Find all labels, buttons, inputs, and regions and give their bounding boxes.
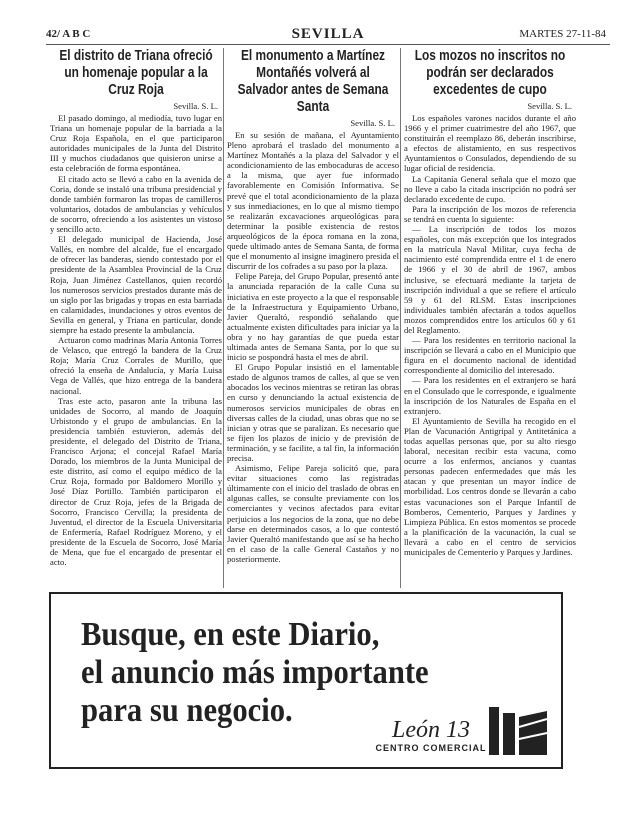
article-body — [50, 113, 222, 567]
paragraph: Actuaron como madrinas María Antonia Torres de Velasco, que entregó la bandera de la Cruz Roja; María Cruz Corrales de Murillo, que ofreció la enseña de Andalucía, y María Luisa Vega de Vallés, que hizo entrega de la bandera nacional. — [50, 335, 222, 396]
paragraph: Asimismo, Felipe Pareja solicitó que, para evitar situaciones como las registradas últimamente con el inicio del traslado de obras en algunas calles, se consulte previamente con los comerciantes y vecinos afectados para evitar perjuicios a los negocios de la zona, que no debe darse en determinados casos, a lo que contestó Javier Queraltó manifestando que así se ha hecho en el caso de la calle General Castaños y no posteriormente. — [227, 463, 399, 564]
advertiser-logo — [371, 717, 491, 753]
paragraph: El Ayuntamiento de Sevilla ha recogido en el Plan de Vacunación Antigripal y Antitetánica a todas aquellas personas que, por su alto riesgo laboral, necesitan recibir esta vacuna, como ocurre a los enfermos, ancianos y cuantas personas padecen enfermedades que más les atacan y que presentan un mayor índice de morbilidad. Los centros donde se llevarán a cabo estas vacunaciones son el Parque Infantil de Bomberos, Cementerio, Parques y Jardines y Limpieza Pública. En estos momentos se procede a la planificación de la vacunación, la cual se llevará a cabo en el centro de servicios municipales de Cementerio y Parques y Jardines. — [404, 415, 576, 558]
article-mozos — [404, 48, 576, 586]
article-monumento — [227, 48, 399, 586]
byline: Sevilla. S. L. — [527, 101, 572, 111]
article-body — [404, 113, 576, 557]
paragraph: — La inscripción de todos los mozos españoles, con más excepción que los integrados en la matrícula Naval Militar, cuya fecha de nacimiento esté comprendida entre el 1 de enero de 1966 y el 30 de abril de 1967, ambos inclusive, se efectuará mediante la tarjeta de inscripción individual a que se refiere el artículo 59 y 61 del RLSM. Estas inscripciones individuales también afectarán a todos aquellos mozos comprendidos entre los artículos 60 y 61 del Reglamento. — [404, 224, 576, 335]
column-divider — [223, 48, 224, 588]
advertisement — [49, 592, 563, 769]
paragraph: El pasado domingo, al mediodía, tuvo lugar en Triana un homenaje popular de la barriada a la Cruz Roja Española, en el que participaron autoridades municipales de la Junta del Distrito III y muchos ciudadanos que quisieron unirse a esta celebración de forma espontánea. — [50, 113, 222, 174]
article-triana — [50, 48, 222, 586]
ad-line: para su negocio. — [81, 692, 293, 729]
page-header — [46, 28, 610, 45]
paragraph: El citado acto se llevó a cabo en la avenida de Coria, donde se instaló una tribuna presidencial y donde también formaron las tropas de camilleros voluntarios, dotados de ambulancias y vehículos de socorro, ofreciendo a los asistentes un vistoso y sencillo acto. — [50, 173, 222, 235]
paragraph: Para la inscripción de los mozos de referencia se tendrá en cuenta lo siguiente: — [404, 203, 576, 224]
logo-text: CENTRO COMERCIAL — [375, 743, 487, 753]
paragraph: El delegado municipal de Hacienda, José Vallés, en nombre del alcalde, fue el encargado de ofrecer las banderas, siendo contestado por el presidente de la Asamblea Provincial de la Cruz Roja, Juan Jiménez Castellanos, quien recordó los numerosos servicios prestados durante más de un siglo por las brigadas y tropas en esta barriada en calamidades, inundaciones y otros eventos de Sevilla en general, y Triana en particular, donde siempre ha estado presente la ambulancia. — [50, 234, 222, 335]
paragraph: Tras este acto, pasaron ante la tribuna las unidades de Socorro, al mando de Joaquín Urbistondo y el grupo de ambulancias. En la presidencia también estuvieron, además del presidente, el delegado del Distrito de Triana, Francisco Arjona; el concejal Rafael María Dorado, los miembros de la Junta Municipal de este distrito, así como el equipo médico de la Cruz Roja, formado por Baldomero Morillo y José Díaz Portillo. También participaron el director de Cruz Roja, jefes de la Brigada de Socorro, Francisco Cervilla; la presidenta de Juventud, el director de la Escuela Universitaria de Enfermería, Rafael Rodríguez Moreno, y el presidente de la Escuela de Socorro, José María de Mena, que fue el encargado de presentar el acto. — [50, 395, 222, 568]
logo-mark-icon — [489, 707, 549, 755]
byline: Sevilla. S. L. — [173, 101, 218, 111]
headline: El monumento a Martínez Montañés volverá al Salvador antes de Semana Santa — [237, 48, 389, 115]
paragraph: La Capitanía General señala que el mozo que no lleve a cabo la citada inscripción no podrá ser declarado excedente de cupo. — [404, 173, 576, 204]
paragraph: Felipe Pareja, del Grupo Popular, presentó ante la anunciada reparación de la calle Cuna su iniciativa en este proyecto a la que el responsable de la Infraestructura y Equipamiento Urbano, Javier Queraltó, respondió señalando que actualmente existen dificultades para iniciar ya la obra y no hay garantías de que pueda estar ultimada antes de Semana Santa, por lo que su inicio se pospondrá hasta el mes de abril. — [227, 271, 399, 363]
section-title: SEVILLA — [291, 26, 365, 42]
paragraph: — Para los residentes en territorio nacional la inscripción se llevará a cabo en el Municipio que figura en el documento nacional de identidad correspondiente al domicilio del interesado. — [404, 335, 576, 376]
paragraph: En su sesión de mañana, el Ayuntamiento Pleno aprobará el traslado del monumento a Martínez Montañés a la plaza del Salvador y el acondicionamiento de las embocaduras de acceso a la misma, que ayer fue informado favorablemente en Comisión Informativa. Se prevé que el total acondicionamiento de la plaza y sus inmediaciones, en lo que al mismo tiempo se realizarán excavaciones arqueológicas para determinar la posible existencia de restos arqueológicos de la época romana en la zona, quede ultimado antes de Semana Santa, de forma que el monumento al insigne imaginero presida el discurrir de los cofrades a su paso por la plaza. — [227, 130, 399, 272]
article-body — [227, 130, 399, 564]
ad-line: el anuncio más importante — [81, 654, 429, 691]
byline: Sevilla. S. L. — [350, 118, 395, 128]
page-number: 42/ A B C — [46, 28, 91, 40]
date: MARTES 27-11-84 — [519, 28, 606, 40]
headline: El distrito de Triana ofreció un homenaje popular a la Cruz Roja — [59, 48, 213, 98]
paragraph: — Para los residentes en el extranjero se hará en el Consulado que le corresponde, e igualmente la inscripción de los Naturales de España en el extranjero. — [404, 375, 576, 416]
ad-line: Busque, en este Diario, — [81, 616, 380, 653]
column-divider — [400, 48, 401, 588]
paragraph: El Grupo Popular insistió en el lamentable estado de algunos tramos de calles, al que se ven abocados los vecinos mientras se retiran las obras en curso y denunciando la actual existencia de numerosos servicios municipales de obras en diversas calles de la ciudad, unas obras que no se inician y otras que se paralizan. Es necesario que se fijen los plazos de inicio y de previsión de terminación, y se facilite, a tal fin, la información precisa. — [227, 362, 399, 463]
paragraph: Los españoles varones nacidos durante el año 1966 y el primer cuatrimestre del año 1967, que constituirán el reemplazo 86, deberán inscribirse, a efectos de alistamiento, en sus respectivos Ayuntamientos o Consulados, dependiendo de su lugar oficial de residencia. — [404, 113, 576, 174]
headline: Los mozos no inscritos no podrán ser declarados excedentes de cupo — [414, 48, 566, 98]
logo-script: León 13 — [392, 717, 470, 743]
